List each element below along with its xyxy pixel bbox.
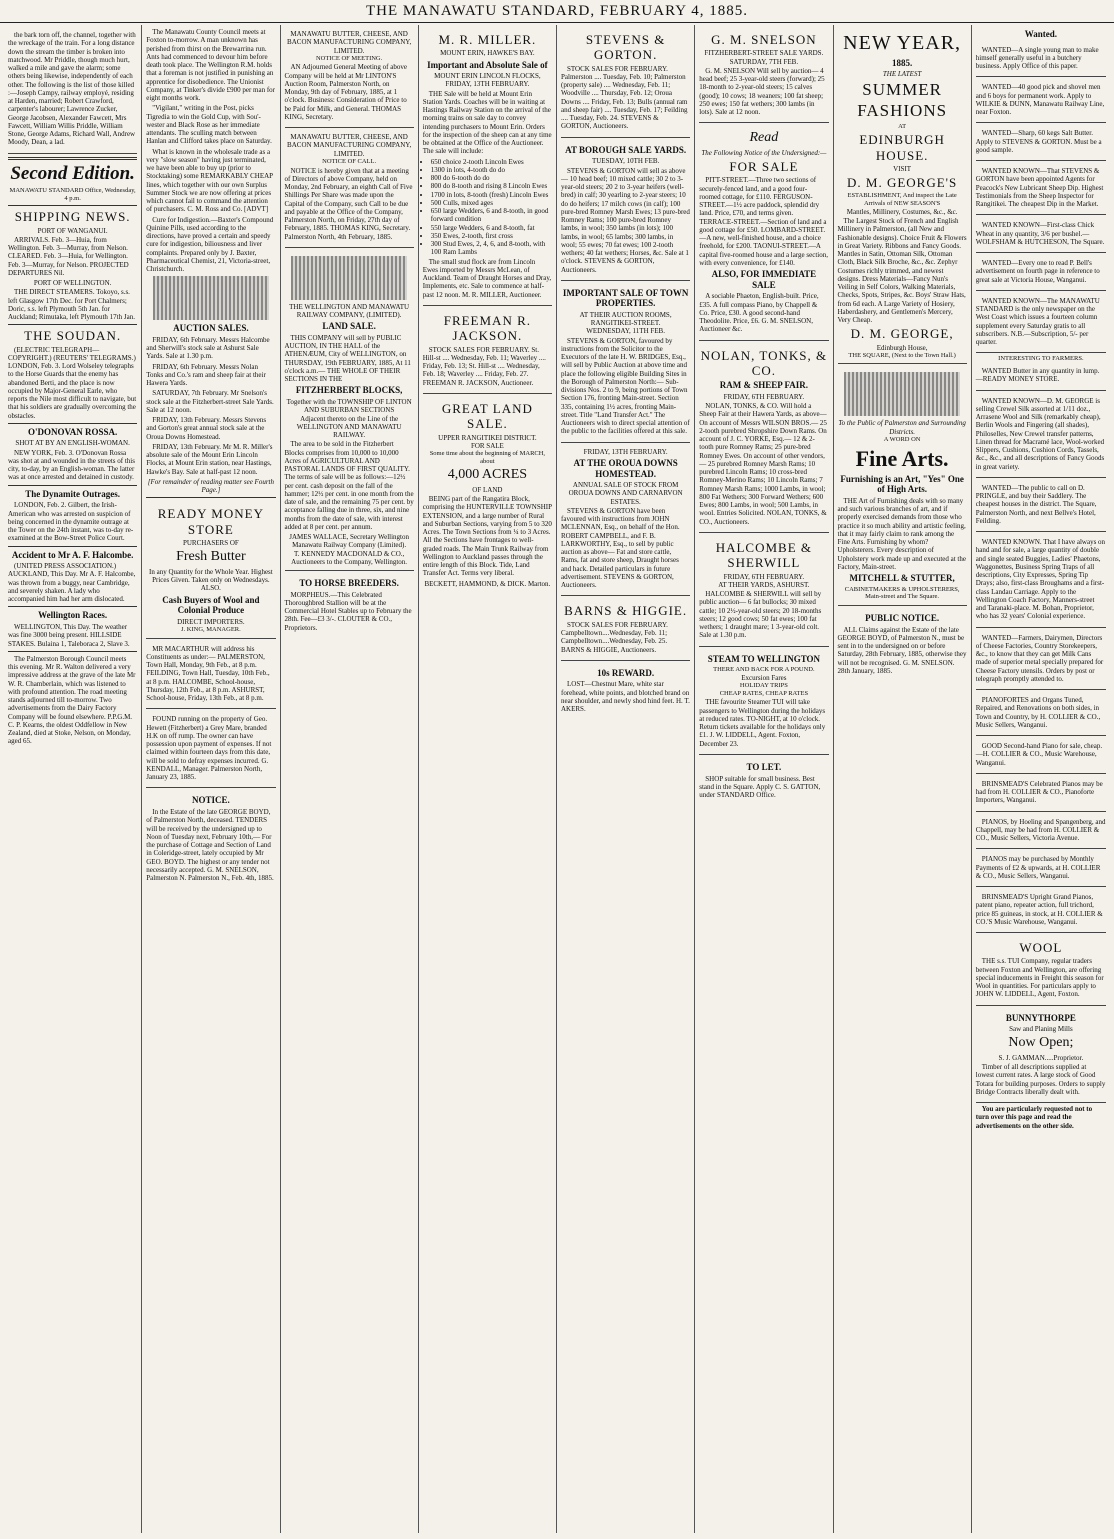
mitchell-subtitle: CABINETMAKERS & UPHOLSTERERS, Main-street and The Square.	[844, 585, 960, 601]
wallace-signature: JAMES WALLACE, Secretary Wellington Manawatu Railway Company (Limited).	[289, 533, 409, 550]
wool-ad	[976, 935, 1106, 1006]
stock-item: • 650 choice 2-tooth Lincoln Ewes	[431, 158, 552, 166]
town-text: STEVENS & GORTON, favoured by instructions from the Solicitor to the Executors of the late H. W. BRIDGES, Esq., will sell by Public Auction at above time and place the following eligible Building Sites in the Borough of Palmerston North:— Sub-divisions Nos. 2 to 9, being portions of Town Section 176, fronting Main-street. Section 335, containing 1½ acres, fronting Main-street. Title "Land Transfer Act." The Auctioneers wish to direct special attention of the public to the facilities offered at this sale.	[561, 336, 690, 436]
meeting-title: MANAWATU BUTTER, CHEESE, AND BACON MANUFACTURING COMPANY, LIMITED.	[287, 30, 412, 55]
word-on-line: A WORD ON	[883, 435, 921, 443]
town-properties-ad	[561, 283, 690, 443]
land-text: THIS COMPANY will sell by PUBLIC AUCTION, IN THE HALL of the ATHENÆUM, City of WELLINGTON, on THURSDAY, 19th FEBRUARY, 1885, At 11 o'clock a.m.— THE WHOLE OF THEIR SECTIONS IN THE	[284, 333, 411, 384]
george-signature: D. M. GEORGE,	[850, 326, 954, 342]
dynamite-text: LONDON, Feb. 2. Gilbert, the Irish-American who was arrested on suspicion of being concerned in the dynamite outrage at the Tower on the 24th instant, was to-day re-examined at the Bow-Street Police Court.	[8, 501, 134, 543]
closing-note: You are particularly requested not to turn over this page and read the advertisements on the other side.	[975, 1105, 1093, 1130]
fitzherbert-heading: FITZHERBERT BLOCKS,	[295, 385, 403, 396]
council-text: The Palmerston Borough Council meets this evening. Mr R. Walton delivered a very impressive address at the grave of the late Mr W. R. Chamberlain, which was listened to with profound attention. The road meeting stands adjourned till to-morrow. Two advertisements from the Dairy Factory Company will be found elsewhere. P.P.G.M. C. P. Kearns, the oldest Oddfellow in New Zealand, died at Stoke, Nelson, on Monday, aged 65.	[8, 654, 136, 746]
wanted-ad	[976, 42, 1106, 78]
fourth-page-note: [For remainder of reading matter see Fourth Page.]	[147, 477, 274, 495]
important-sale-heading: Important and Absolute Sale of	[427, 59, 548, 70]
excursion-heading: Excursion Fares	[741, 673, 787, 682]
land-description: BEING part of the Rangatira Block, comprising the HUNTERVILLE TOWNSHIP EXTENSION, and a large number of Rural and Suburban Sections, varying from 5 to 320 Acres. The Town Sections from ¼ to 3 Acres. All the Sections have frontages to well-graded roads. The Main Trunk Railway from Wellington to Auckland passes through the entire length of this Block. Tide, Land Transfer Act. Terms very liberal.	[422, 495, 552, 578]
railway-title: THE WELLINGTON AND MANAWATU RAILWAY COMPANY, (LIMITED).	[289, 302, 410, 320]
shipping-title: SHIPPING NEWS.	[14, 209, 131, 225]
new-year-ad	[838, 27, 967, 364]
stock-item: • 800 do 8-tooth and rising 8 Lincoln Ewes	[431, 182, 552, 190]
goods-text: The Largest Stock of French and English Millinery in Palmerston, (all New and Fashionable designs). Choice Fruit & Flowers in Great Variety. Ribbons and Fancy Goods. Mantles in Satin, Ottoman Silk, Ottoman Cloth, Black Silk Broche, &c., &c. Zephyr Costumes richly trimmed, and newest designs. Dress Materials—Fancy Nun's Veiling in Self Colors, Walking Materials, Checks, Spots, Stripes, &c. Boys' Straw Hats, from 6d each. A Large Variety of Hosiery, Haberdashery, and Gentlemen's Mercery, Very Cheap.	[837, 217, 967, 324]
stock-item: • 650 large Wedders, 6 and 8-tooth, in good forward condition	[431, 207, 552, 224]
upper-rangitikei: UPPER RANGITIKEI DISTRICT.	[438, 433, 537, 442]
pianofortes-text: PIANOFORTES and Organs Tuned, Repaired, and Renovations on both sides, in Town and Country, by H. COLLIER & CO., Music Sellers, Wanganui.	[975, 696, 1101, 729]
oroua-title: AT THE OROUA DOWNS HOMESTEAD.	[573, 457, 678, 479]
nolan-title: NOLAN, TONKS, & CO.	[700, 347, 828, 378]
wanted-ad	[976, 163, 1106, 215]
column-5	[557, 25, 695, 1533]
accident-text: (UNITED PRESS ASSOCIATION.) AUCKLAND, This Day. Mr A. F. Halcombe, was thrown from a buggy, near Cambridge, and severely shaken. A lady who accompanied him had her arm dislocated.	[8, 562, 136, 604]
visit-line: VISIT	[893, 164, 912, 173]
stock-item: • 350 Ewes, 2-tooth, first cross	[431, 232, 552, 240]
cash-buyers-heading: Cash Buyers of Wool and Colonial Produce	[162, 594, 260, 616]
cheap-rates-line: CHEAP RATES, CHEAP RATES	[719, 689, 809, 697]
stock-item: • 500 Culls, mixed ages	[431, 199, 552, 207]
snelson-ad	[699, 27, 828, 123]
public-line: To the Public of Palmerston and Surrounding Districts.	[838, 419, 966, 436]
dynamite-title: The Dynamite Outrages.	[25, 488, 120, 499]
miller-tail: The small stud flock are from Lincoln Ewes imported by Messrs McLean, of Auckland. Team of Draught Horses and Dray, Implements, etc. Sale to commence at half-past 12 noon. M. R. MILLER, Auctioneer.	[422, 257, 552, 299]
farmers-item: WANTED—Farmers, Dairymen, Directors of Cheese Factories, Country Storekeepers, &c., to know that they can get Milk Cans made of superior metal specially prepared for Cheese Factory utensils. Orders by post or telegraph promptly attended to.	[975, 633, 1104, 683]
piano-ad	[976, 814, 1106, 850]
ready-money-title: READY MONEY STORE	[157, 506, 264, 537]
claims-text: ALL Claims against the Estate of the late GEORGE BOYD, of Palmerston N., must be sent in to the undersigned on or before Saturday, 28th February, 1885, otherwise they will not be recognised. G. M. SNELSON. 28th January, 1885.	[837, 625, 967, 675]
piano-item: PIANOS may be purchased by Monthly Payments of £2 & upwards, at H. COLLIER & CO., Music Sellers, Wanganui.	[975, 855, 1101, 880]
read-heading: Read	[749, 130, 779, 146]
farmers-ad	[976, 534, 1106, 628]
farmers-item: WANTED KNOWN—D. M. GEORGE is selling Crewel Silk assorted at 1/11 doz., Arrasene Wool and Silk (remarkably cheap), Berlin Wools and Fingering (all shades), Philoselles, New Crewel transfer patterns, Linen thread for Macramé lace, Wool-worked Slippers, Cushions, Cushion Cords, Tassels, &c., &c., and all descriptions of Fancy Goods in great variety.	[975, 396, 1105, 471]
sale-entry: FRIDAY, 13th February. Mr M. R. Miller's absolute sale of the Mount Erin Lincoln Flocks, at Mount Erin station, near Hastings, Hawke's Bay. Sale at half-past 12 noon.	[146, 442, 273, 476]
year-line: 1885.	[892, 57, 913, 68]
sale-entry: SATURDAY, 7th February. Mr Snelson's stock sale at the Fitzherbert-street Sale Yards. Sale at 12 noon.	[146, 389, 274, 414]
goods-line: Mantles, Millinery, Costumes, &c., &c.	[846, 207, 958, 216]
gavel-illustration	[153, 276, 269, 320]
farmers-item: WANTED KNOWN. That I have always on hand and for sale, a large quantity of double and single seated Buggies, Ladies' Phaetons, Waggonettes, Business Spring Traps of all descriptions, City Expresses, Spring Tip Drays; also, first-class Broughams and a first-class Landau Carriage. Apply to the Wellington Coach Factory, Manners-street and Taranaki-place. M. Bohan, Proprietor, who has 32 years' Colonial experience.	[975, 538, 1106, 621]
wanted-item: WANTED KNOWN—The MANAWATU STANDARD is the only newspaper on the West Coast which issues a fourteen column supplement every Saturday gratis to all subscribers. N.B.—Subscription, 5/- per quarter.	[975, 296, 1100, 347]
flocks-line: MOUNT ERIN LINCOLN FLOCKS,	[434, 72, 541, 81]
of-land-line: OF LAND	[472, 485, 503, 494]
to-let-ad	[699, 757, 828, 805]
wanted-item: WANTED—A single young man to make himself generally useful in a butchery business. Apply Office of this paper.	[975, 45, 1099, 71]
found-text: FOUND running on the property of Geo. Hewett (Fitzherbert) a Grey Mare, branded H.K on off rump. The owner can have possession upon payment of expenses. If not claimed within fourteen days from this date, will be sold to defray expenses incurred. G. KENDALL, Manager. Palmerston North, January 23, 1885.	[146, 715, 272, 782]
holiday-line: HOLIDAY TRIPS	[739, 682, 788, 690]
stock-item: • 1700 in lots, 8-tooth (fresh) Lincoln Ewes	[431, 191, 552, 199]
soudan-text: (ELECTRIC TELEGRAPH—COPYRIGHT.) (REUTERS' TELEGRAMS.) LONDON, Feb. 3. Lord Wolseley telegraphs to the Horse Guards that the enemy has abandoned Berti, and the place is now occupied by Major-General Earle, who reports the Nile most difficult to navigate, but that his soldiers are gradually overcoming the obstacles.	[8, 345, 137, 420]
locomotive-illustration	[291, 256, 407, 300]
at-line: AT	[898, 122, 907, 130]
fair-date: FRIDAY, 6TH FEBRUARY.	[723, 392, 805, 401]
piano-item: PIANOS, by Hoeling and Spangenberg, and Chappell, may be had from H. COLLIER & CO., Music Sellers, Victoria Avenue.	[975, 817, 1106, 843]
piano-ad	[976, 776, 1106, 812]
farmers-item: WANTED—The public to call on D. PRINGLE, and buy their Saddlery. The cheapest houses in the district. The Square, Palmerston North, and next Bellve's Hotel, Feilding.	[975, 483, 1097, 525]
meeting-text: AN Adjourned General Meeting of above Company will be held at Mr LINTON'S Auction Room, Palmerston North, on Monday, 9th day of February, 1885, at 1 o'clock. Business: Consideration of Price to be Paid for Milk, and General. THOMAS KING, Secretary.	[284, 63, 407, 121]
pianofortes-ad	[976, 692, 1106, 736]
stock-item: • 550 large Wedders, 6 and 8-tooth, fat	[431, 224, 552, 232]
sale-entry: FRIDAY, 6th February. Messrs Halcombe and Sherwill's stock sale at Ashurst Sale Yards. Sale at 1.30 p.m.	[146, 335, 270, 361]
direct-importers: DIRECT IMPORTERS.	[177, 617, 245, 626]
farmers-heading: INTERESTING TO FARMERS.	[998, 355, 1084, 363]
halcombe-date: FRIDAY, 6TH FEBRUARY.	[723, 572, 805, 581]
notice-text: In the Estate of the late GEORGE BOYD, of Palmerston North, deceased. TENDERS will be received by the undersigned up to Noon of Tuesday next, February 10th,— For the purchase of Cottage and Section of Land in Coleridge-street, lately occupied by Mr GEO. BOYD. The highest or any tender not necessarily accepted. G. M. SNELSON, Palmerston N. Palmerston N., Feb. 4th, 1885.	[146, 808, 274, 883]
column-3	[281, 25, 419, 1533]
wanted-ad	[976, 125, 1106, 161]
steam-subtitle: THERE AND BACK FOR A POUND.	[713, 666, 815, 674]
column-4	[419, 25, 557, 1533]
boyd-tender-notice	[146, 790, 275, 888]
summer-fashions: SUMMER FASHIONS	[857, 80, 948, 120]
snelson-title: G. M. SNELSON	[711, 32, 817, 47]
macarthur-notice	[146, 641, 275, 710]
ready-money-store-ad	[146, 501, 275, 638]
acres-heading: 4,000 ACRES	[447, 467, 528, 483]
notice-title: NOTICE.	[191, 795, 230, 806]
borough-title: AT BOROUGH SALE YARDS.	[565, 144, 687, 155]
fair-heading: RAM & SHEEP FAIR.	[719, 380, 809, 391]
great-land-sale-ad	[423, 396, 552, 592]
to-let-title: TO LET.	[746, 761, 782, 772]
found-notice	[146, 711, 275, 788]
breeders-text: MORPHEUS.—This Celebrated Thoroughbred Stallion will be at the Commercial Hotel Stables up to February the 28th. Fee—£3 3/-. CLOUTER & CO., Proprietors.	[284, 590, 412, 632]
gamman-line: S. J. GAMMAN.....Proprietor.	[998, 1053, 1084, 1062]
bunnythorpe-ad	[976, 1008, 1106, 1104]
march-line: Some time about the beginning of MARCH, about	[429, 450, 546, 465]
wanted-item: WANTED—40 good pick and shovel men and 6 boys for permanent work. Apply to WILKIE & DUNN, Manawatu Railway Line, near Foxton.	[975, 83, 1105, 117]
miller-title: M. R. MILLER.	[438, 32, 537, 47]
column-1	[4, 25, 142, 1533]
purchasers-line: PURCHASERS OF	[182, 539, 239, 548]
races-text: WELLINGTON, This Day. The weather was fine 3000 being present. HILLSIDE STAKES. Bulaina 1, Taleboraca 2, Slave 3.	[8, 623, 130, 648]
call-text: NOTICE is hereby given that at a meeting of Directors of above Company, held on Monday, 2nd February, an eighth Call of Five Shillings Per Share was made upon the Capital of the Company, such Call to be due and payable at the Office of the Company, Palmerston North, on Friday, 27th day of February, 1885. THOMAS KING, Secretary. Palmerston North, 4th February, 1885.	[284, 166, 413, 241]
railway-land-sale-ad	[285, 250, 414, 571]
miller-ad	[423, 27, 552, 306]
nolan-tonks-ad	[699, 343, 828, 533]
accident-title: Accident to Mr A. F. Halcombe.	[11, 549, 134, 560]
barnes-higgie-ad	[561, 598, 690, 660]
gorton-ad	[561, 27, 690, 138]
reward-text: LOST—Chestnut Mare, white star forehead, white points, and blotched brand on near shoulder, and newly shod hind feet. H. T. AKERS.	[561, 680, 690, 714]
jackson-ad	[423, 308, 552, 394]
gamman-text: Timber of all descriptions supplied at lowest current rates. A large stock of Good Totara for building purposes. Orders to supply Bridge Contracts liberally dealt with.	[975, 1063, 1106, 1096]
rossa-subtitle: SHOT AT BY AN ENGLISH-WOMAN.	[15, 439, 130, 448]
farmers-ad	[976, 393, 1106, 478]
wanted-item: WANTED—Every one to read P. Bell's advertisement on fourth page in reference to great sale at Victoria House, Wanganui.	[975, 259, 1100, 284]
to-let-text: SHOP suitable for small business. Best stand in the Square. Apply C. S. GATTON, under STANDARD Office.	[699, 774, 821, 799]
oroua-text: STEVENS & GORTON have been favoured with instructions from JOHN MCLENNAN, Esq., on behalf of the Hon. ROBERT CAMPBELL, and F. B. LARKWORTHY, Esq., to sell by public auction as above— Fat and store cattle, Rams, fat and store sheep, Draught horses and hack. Detailed particulars in future advertisement. STEVENS & GORTON, Auctioneers.	[561, 506, 680, 590]
latest-line: THE LATEST	[882, 70, 922, 79]
farmers-item: WANTED Butter in any quantity in lump.—READY MONEY STORE.	[975, 367, 1100, 384]
news-lead	[8, 27, 137, 154]
wellington-text: THE DIRECT STEAMERS. Tokoyo, s.s. left Glasgow 17th Dec. for Port Chalmers; Doric, s.s. left Plymouth 5th Jan. for Auckland; Rimutaka, left Plymouth 17th Jan.	[8, 288, 135, 322]
read-subtitle: The Following Notice of the Undersigned:—	[701, 148, 827, 157]
edinburgh-signature: Edinburgh House,	[876, 343, 928, 352]
wellington-port: PORT OF WELLINGTON.	[33, 279, 112, 288]
arrivals-text: ARRIVALS. Feb. 3—Huia, from Wellington. Feb. 3—Murray, from Nelson. CLEARED. Feb. 3—Huia, for Wellington. Feb. 3—Murray, for Nelson. PROJECTED DEPARTURES Nil.	[8, 235, 129, 277]
wool-heading: WOOL	[1019, 940, 1063, 956]
sale-entry: FRIDAY, 13th February. Messrs Stevens and Gorton's great annual stock sale at the Oroua Downs Homestead.	[146, 416, 267, 441]
wool-text: THE s.s. TUI Company, regular traders between Foxton and Wellington, are offering special inducements in Freight this season for Wool in quantities. For particulars apply to JOHN W. LIDDELL, Agent, Foxton.	[975, 957, 1104, 999]
land-sale-heading: LAND SALE.	[322, 321, 376, 332]
halcombe-yards: AT THEIR YARDS, ASHURST.	[718, 580, 810, 589]
also-text: A sociable Phaeton, English-built. Price, £35. A full compass Piano, by Chappell & Co. Price, £30. A good second-hand Theodolite. Price, £6. G. M. SNELSON, Auctioneer &c.	[699, 292, 819, 334]
king-manager: J. KING, MANAGER.	[180, 626, 241, 633]
george-heading: D. M. GEORGE'S	[847, 175, 958, 191]
new-year-heading: NEW YEAR,	[843, 32, 962, 54]
mitchell-heading: MITCHELL & STUTTER,	[849, 573, 955, 584]
mount-erin-line: MOUNT ERIN, HAWKE'S BAY.	[440, 49, 535, 58]
macdonald-signature: T. KENNEDY MACDONALD & CO., Auctioneers to the Company, Wellington.	[291, 549, 408, 566]
snelson-date: SATURDAY, 7TH FEB.	[729, 57, 799, 66]
for-sale-heading: FOR SALE	[729, 159, 799, 175]
steam-wellington-ad	[699, 649, 828, 755]
edinburgh-house-heading: EDINBURGH HOUSE.	[859, 132, 945, 163]
newspaper-page	[0, 23, 1114, 1533]
wanted-title: Wanted.	[1024, 29, 1057, 39]
vigilant-text: "Vigilant," writing in the Post, picks Tigredia to win the Gold Cup, with Sou'-wester and Black Rose as her immediate attendants. The sculling match between Hanlan and Clifford takes place on Saturday.	[146, 104, 272, 146]
wanted-ad	[976, 217, 1106, 253]
fine-arts-heading: Fine Arts.	[855, 445, 949, 471]
auction-rooms: AT THEIR AUCTION ROOMS, RANGITIKEI-STREET.	[579, 310, 672, 328]
terms-text: The area to be sold in the Fitzherbert Blocks comprises from 10,000 to 10,000 Acres of AGRICULTURAL AND PASTORAL LANDS OF FIRST QUALITY. The terms of sale will be as follows:—12½ per cent. cash deposit on the fall of the hammer; 12½ per cent. in one month from the date of sale, and the remaining 75 per cent. by acceptance falling due in three, six, and nine months from the date of sale, with interest added at 8 per cent. per annum.	[284, 440, 414, 531]
land-sale-title: GREAT LAND SALE.	[441, 400, 533, 432]
call-notice	[285, 130, 414, 248]
also-heading: ALSO, FOR IMMEDIATE SALE	[711, 269, 817, 290]
piano-item: BRINSMEAD'S Upright Grand Pianos, patent piano, repeater action, full trichord, price 85 guineas, in stock, at H. COLLIER & CO.'S Music Warehouse, Wanganui.	[975, 893, 1103, 926]
rossa-title: O'DONOVAN ROSSA.	[27, 426, 118, 437]
miller-text: THE Sale will be held at Mount Erin Station Yards. Coaches will be in waiting at Hastings Railway Station on the arrival of the morning trains on sale day to convey intending purchasers to Mount Erin. Orders for the inspection of the sheep can at any time be obtained at the Office of the Auctioneer. The sale will include:	[422, 89, 552, 156]
reward-ad	[561, 663, 690, 720]
lead-text: the bark torn off, the channel, together with the wreckage of the train. For a long distance down the stream the timber is broken into matchwood. Mr Priddle, though much hurt, walked a mile and gave the alarm; some others being likewise, independently of each other. The following is the list of those killed :—Joseph Campy, railway employé, residing at Harden, married; Robert Crawford, carpenter's labourer; Lawrence Zucker, George Jacobsen, Alexander Fawcett, Mrs Fawcett, William Willis Priddle, William Stone, George Adams, Richard Wall, Andrew Moody, Dean, a lad.	[8, 31, 136, 147]
adjacent-line: Adjacent thereto on the Line of the WELLINGTON AND MANAWATU RAILWAY.	[296, 414, 402, 440]
public-notice-ad	[838, 608, 967, 681]
piano-item: BRINSMEAD'S Celebrated Pianos may be had from H. COLLIER & CO., Pianoforte Importers, Wanganui.	[975, 779, 1103, 805]
steam-title: STEAM TO WELLINGTON	[707, 653, 821, 664]
square-line: THE SQUARE, (Next to the Town Hall.)	[848, 351, 956, 359]
macarthur-text: MR MACARTHUR will address his Constituents as under:— PALMERSTON, Town Hall, Monday, 9th Feb., at 8 p.m. FEILDING, Town Hall, Tuesday, 10th Feb., at 8 p.m. HALCOMBE, School-house, Thursday, 12th Feb., at 8 p.m. ASHURST, School-house, Friday, 13th Feb., at 8 p.m.	[146, 644, 270, 703]
second-edition-heading: Second Edition.	[10, 162, 135, 184]
soudan-title: THE SOUDAN.	[24, 328, 122, 344]
town-date: WEDNESDAY, 11TH FEB.	[586, 327, 665, 336]
auction-sales-title: AUCTION SALES.	[173, 323, 249, 334]
reward-title: 10s REWARD.	[597, 667, 655, 678]
oroua-downs-ad	[561, 445, 690, 597]
fresh-butter-heading: Fresh Butter	[176, 549, 246, 565]
stock-item: • 300 Stud Ewes, 2, 4, 6, and 8-tooth, with 100 Ram Lambs	[431, 240, 552, 257]
stock-item: • 1300 in lots, 4-tooth do do	[431, 166, 552, 174]
stock-list	[423, 158, 552, 257]
snelson-text: G. M. SNELSON Will sell by auction— 4 head beef; 25 3-year-old steers (forward); 25 18-month to 2-year-old steers; 15 calves (good); 10 cows; 18 weaners; 100 fat sheep; 250 ewes; 150 fat wethers; 300 lambs (in lots). Sale at 12 noon.	[699, 66, 825, 117]
wanted-ad	[976, 79, 1106, 123]
call-title: MANAWATU BUTTER, CHEESE, AND BACON MANUFACTURING COMPANY, LIMITED.	[287, 133, 412, 158]
sale-yards: FITZHERBERT-STREET SALE YARDS.	[704, 49, 824, 58]
wanted-item: WANTED—Sharp, 60 kegs Salt Butter. Apply to STEVENS & GORTON. Must be a good sample.	[975, 129, 1102, 154]
rossa-text: NEW YORK, Feb. 3. O'Donovan Rossa was shot at and wounded in the streets of this city, to-day, by an English-woman. The latter was at once arrested and detained in custody.	[8, 448, 135, 482]
county-council-text: The Manawatu County Council meets at Foxton to-morrow. A man unknown has perished from thirst on the Brewarrina run. Ants had commenced to devour him before death took place. The Wellington R.M. holds that a foreman is not justified in punishing an apprentice for disobedience. The Unionist Company, at Tinker's divide £900 per man for eight months work.	[146, 28, 275, 102]
piano-item: GOOD Second-hand Piano for sale, cheap.—H. COLLIER & CO., Music Warehouse, Wanganui.	[975, 742, 1103, 767]
oroua-subtitle: ANNUAL SALE OF STOCK FROM OROUA DOWNS AND CARNARVON ESTATES.	[568, 481, 683, 506]
now-open-heading: Now Open;	[1008, 1035, 1074, 1051]
column-8	[972, 25, 1110, 1533]
halcombe-title: HALCOMBE & SHERWILL	[715, 539, 813, 571]
gorton-title: STEVENS & GORTON.	[585, 32, 666, 63]
sale-entry: FRIDAY, 6th February. Messrs Nolan Tonks and Co.'s ram and sheep fair at their Hawera Yards.	[146, 362, 266, 388]
column-7	[834, 25, 972, 1533]
jackson-title: FREEMAN R. JACKSON.	[443, 312, 532, 344]
wanganui-port: PORT OF WANGANUI.	[37, 226, 108, 235]
for-sale-text: PITT-STREET.—Three two sections of securely-fenced land, and a good four-roomed cottage, for £110. FERGUSON-STREET.—1½ acre paddock, splendid dry land. Price, £70, and terms given. TERRACE-STREET.—Section of land and a good cottage for £50. LOMBARD-STREET.—A new, well-finished house, and a choice freehold, for £200. TAONUI-STREET.—A capital five-roomed house and a large section, with every convenience, for £140.	[699, 176, 828, 267]
piano-ad	[976, 889, 1106, 933]
column-6	[695, 25, 833, 1533]
farmers-ad	[976, 363, 1106, 391]
barnes-title: BARNS & HIGGIE.	[564, 603, 688, 619]
halcombe-sherwill-ad	[699, 535, 828, 647]
piano-ad	[976, 738, 1106, 774]
borough-text: STEVENS & GORTON will sell as above— 10 head beef; 10 mixed cattle; 30 2 to 3-year-old steers; 20 2 to 3-year heifers (well-bred) in calf; 30 yearling to 2-year steers; 10 do do heifers; 17 milch cows (in calf); 100 pure-bred Romney Marsh Ewes; 13 pure-bred Romney Rams; 100 pure-bred Romney lambs, in wool; 350 lambs (in lots); 100 lambs, in wool; 65 lambs; 300 lambs, in wool; 55 ewes; 70 fat ewes; 100 2-tooth wethers; 40 fat wethers; Horses, &c. Sale at 1 o'clock. STEVENS & GORTON, Auctioneers.	[561, 166, 690, 274]
cure-text: Cure for Indigestion.—Baxter's Compound Quinine Pills, used according to the directions, have proved a certain and speedy cure for indigestion, biliousness and liver complaints. Prepared only by J. Baxter, Pharmaceutical Chemist, 21, Victoria-street, Christchurch.	[146, 215, 274, 273]
important-sale-title: IMPORTANT SALE OF TOWN PROPERTIES.	[562, 287, 689, 309]
sale-date: FRIDAY, 13TH FEBRUARY.	[445, 80, 530, 89]
breeders-title: TO HORSE BREEDERS.	[299, 578, 399, 589]
wanted-item: WANTED KNOWN—First-class Chick Wheat in any quantity, 3/6 per bushel.—WOLFSHAM & HUTCHESON, The Square.	[975, 221, 1105, 246]
saw-mills-line: Saw and Planing Mills	[1009, 1025, 1073, 1034]
beckett-signature: BECKETT, HAMMOND, & DICK. Marton.	[424, 579, 551, 588]
wanted-item: WANTED KNOWN—That STEVENS & GORTON have been appointed Agents for Peacock's New Lubricant Sheep Dip. Highest Testimonials from the Sheep Inspector for Rangitikei. The cheapest Dip in the Market.	[975, 167, 1104, 209]
nolan-text: NOLAN, TONKS, & CO. Will hold a Sheep Fair at their Hawera Yards, as above— On account of Messrs WILSON BROS.— 25 2-tooth purebred Shropshire Down Rams. On account of J. C. YORKE, Esq.— 12 & 2-tooth pure Romney Rams; 25 pure-bred Romney Ewes. On account of other vendors,— 25 purebred Romney Marsh Rams; 10 purebred Lincoln Rams; 10 cross-bred Romney-Merino Rams; 10 Lincoln Rams; 7 Romney Marsh Rams; 1000 Lambs, in wool; 800 Fat Wethers; 300 Forward Wethers; 600 Ewes; 800 Lambs, in wool; 500 Lambs, in wool. Entries Solicited. NOLAN, TONKS, & CO., Auctioneers.	[699, 402, 827, 526]
borough-sale-ad	[561, 140, 690, 281]
races-title: Wellington Races.	[38, 610, 108, 621]
meeting-subtitle: NOTICE OF MEETING.	[315, 54, 383, 62]
office-line: MANAWATU STANDARD Office, Wednesday, 4 p.m.	[9, 186, 136, 202]
gorton-sales: STOCK SALES FOR FEBRUARY. Palmerston .... Tuesday, Feb. 10; Palmerston (property sale) .... Wednesday, Feb. 11; Woodville .... Thursday, Feb. 12; Oroua Downs .... Friday, Feb. 13; Bulls (annual ram and sheep fair) .... Tuesday, Feb. 17; Feilding .... Tuesday, Feb. 24. STEVENS & GORTON, Auctioneers.	[561, 64, 688, 131]
barnes-text: STOCK SALES FOR FEBRUARY. Campbelltown....Wednesday, Feb. 11; Campbelltown....Wednesday, Feb. 25. BARNS & HIGGIE, Auctioneers.	[561, 620, 668, 654]
butter-text: In any Quantity for the Whole Year. Highest Prices Given. Taken only on Wednesdays. ALSO.	[149, 567, 273, 593]
meeting-notice	[285, 27, 414, 128]
bunnythorpe-heading: BUNNYTHORPE	[1005, 1012, 1076, 1023]
wholesale-text: What is known in the wholesale trade as a very "slow season" having just terminated, we have been able to buy up (prior to Stocktaking) some REMARKABLY CHEAP lines, which together with our own Surplus Summer Stock we are now offering at prices which cannot fail to command the attention of purchasers. C. M. Ross and Co. [ADVT]	[146, 147, 273, 214]
oroua-date: FRIDAY, 13TH FEBRUARY.	[583, 447, 668, 456]
farmers-ad	[976, 630, 1106, 691]
masthead: THE MANAWATU STANDARD, FEBRUARY 4, 1885.	[0, 0, 1114, 23]
arts-text: THE Art of Furnishing deals with so many and such various branches of art, and if properly exercised demands from those who practice it so much ability and artistic feeling, that it may fairly claim to rank among the Fine Arts. Furnishing by whom? Upholsterers. Every description of Upholstery work made up and executed at the Factory, Main-street.	[837, 496, 966, 571]
township-line: Together with the TOWNSHIP OF LINTON AND SUBURBAN SECTIONS	[286, 398, 412, 415]
establishment-line: ESTABLISHMENT, And inspect the Late Arrivals of NEW SEASON'S	[847, 192, 957, 208]
bedstead-illustration	[844, 372, 960, 416]
call-subtitle: NOTICE OF CALL.	[322, 157, 377, 165]
wanted-ad	[976, 293, 1106, 354]
column-2	[142, 25, 280, 1533]
piano-ad	[976, 851, 1106, 887]
wanted-ad	[976, 255, 1106, 291]
public-notice-title: PUBLIC NOTICE.	[865, 612, 940, 623]
jackson-text: STOCK SALES FOR FEBRUARY. St. Hill-st .... Wednesday, Feb. 11; Waverley .... Friday, Feb. 13; St. Hill-st .... Wednesday, Feb. 18; Waverley .... Friday, Feb. 27. FREEMAN R. JACKSON, Auctioneer.	[422, 345, 546, 387]
steam-text: THE favourite Steamer TUI will take passengers to Wellington during the holidays at reduced rates. TO-NIGHT, at 10 o'clock. Return tickets available for the holidays only £1. J. W. LIDDELL, Agent. Foxton, December 23.	[699, 698, 826, 748]
farmers-ad	[976, 480, 1106, 532]
furnishing-line: Furnishing is an Art, "Yes" One of High Arts.	[840, 473, 964, 495]
fine-arts-ad	[838, 366, 967, 606]
read-for-sale-ad	[699, 125, 828, 340]
horse-breeders-ad	[285, 573, 414, 638]
borough-date: TUESDAY, 10TH FEB.	[591, 157, 660, 166]
for-sale-line: FOR SALE	[470, 441, 504, 450]
stock-item: • 800 do 6-tooth do do	[431, 174, 552, 182]
halcombe-text: HALCOMBE & SHERWILL will sell by public auction— 6 fat bullocks; 30 mixed cattle; 10 2½-year-old steers; 20 18-months steers; 12 good cows; 50 fat ewes; 100 fat wethers; 1 draught mare; 1 3-year-old colt. Sale at 1.30 p.m.	[699, 590, 822, 640]
